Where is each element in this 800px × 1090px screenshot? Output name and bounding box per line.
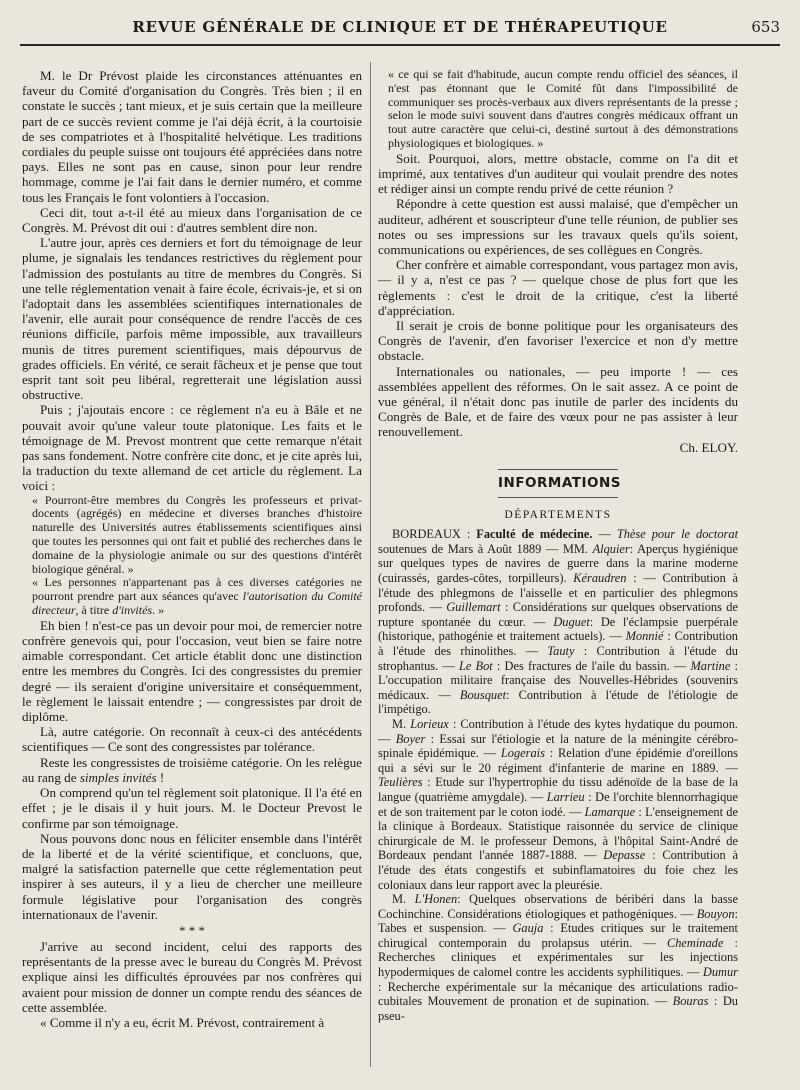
text: M. xyxy=(392,892,415,907)
text: : Etudes critiques sur le traitement chirugical contemporain du prolapsus utérin. — xyxy=(378,921,738,950)
column-divider xyxy=(370,62,371,1067)
text: : Tabes et suspension. — xyxy=(378,906,738,936)
author: Depasse xyxy=(603,848,646,863)
text: : De l'orchite blennorrhagique et de son traitement par le coton iodé. — xyxy=(378,789,738,819)
text: : Quelques observations de béribéri dans la basse Cochinchine. Considérations étiologiques et pathogéniques. — xyxy=(378,892,738,921)
faculty: Faculté de médecine. xyxy=(476,527,593,542)
paragraph: Cher confrère et aimable correspondant, vous partagez mon avis, — il y a, n'est ce pas ? — quelque chose de plus fort que les règlements : c'est le droit de la critique, c'est la liberté d'appréciation. xyxy=(378,257,738,318)
quoted-regulation xyxy=(22,494,362,618)
quote-paragraph: « ce qui se fait d'habitude, aucun compte rendu officiel des séances, il n'est pas étonnant que le Comité fût dans l'impossibilité de communiquer ses procès-verbaux aux divers représentants de la presse ; selon le mode suivi souvent dans d'autres congrès médicaux offrant un tout autre caractère que celui-ci, destiné surtout à des démonstrations physiologiques et biologiques. » xyxy=(388,67,738,150)
section-break-stars: * * * xyxy=(179,922,205,938)
place: BORDEAUX : xyxy=(392,527,477,542)
paragraph xyxy=(22,755,362,785)
author: L'Honen xyxy=(414,892,458,907)
paragraph: Puis ; j'ajoutais encore : ce règlement n'a eu à Bâle et ne pouvait avoir qu'une valeur toute platonique. Les faits et le témoignage de M. Prevost montrent que cette remarque n'était pas sans fondement. Notre confrère cite donc, et je cite après lui, la traduction du texte allemand de cet article du règlement. La voici : xyxy=(22,402,362,494)
paragraph: M. le Dr Prévost plaide les circonstances atténuantes en faveur du Comité d'organisation du Congrès. Très bien ; il en constate le succès ; tant mieux, et je suis certain que la meilleure part de ce succès revient comme je l'ai déjà écrit, à la courtoisie de ses compatriotes et à l'hospitalité helvétique. Les traditions cordiales du peuple suisse ont toujours été appréciées dans notre pays. Elles ne sont pas en cause, sinon pour leur rendre hommage, comme je l'ai fait dans le dernier numéro, et comme tous les Français le font volontiers à l'occasion. xyxy=(22,68,362,205)
paragraph: On comprend qu'un tel règlement soit platonique. Il l'a été en effet ; je le disais il y huit jours. M. le Docteur Prevost le confirme par son témoignage. xyxy=(22,785,362,831)
running-header xyxy=(20,14,780,46)
text: Reste les congressistes de troisième catégorie. On les relègue au rang de xyxy=(22,754,362,785)
author: Kéraudren xyxy=(573,571,627,586)
text: : Essai sur l'étiologie et la nature de la méningite cérébro-spinale épidémique. — xyxy=(378,731,738,761)
text: : Contribution à l'étude de l'étiologie de l'impétigo. xyxy=(378,687,738,717)
quote-paragraph xyxy=(22,576,362,617)
text: : Recherches cliniques et expérimentales sur les injections hypodermiques de calomel contre les accidents syphilitiques. — xyxy=(378,935,738,980)
left-column xyxy=(22,68,362,1030)
paragraph: Soit. Pourquoi, alors, mettre obstacle, comme on l'a dit et imprimé, aux tentatives d'un auditeur qui voulait prendre des notes et rédiger ainsi un compte rendu privé de cette réunion ? xyxy=(378,150,738,197)
author: Bouras xyxy=(672,994,709,1009)
paragraph: Il serait je crois de bonne politique pour les organisateurs des Congrès de l'avenir, d'en favoriser l'exercice et non d'y mettre obstacle. xyxy=(378,318,738,364)
text: : Aperçus hygiénique sur quelques types de navires de guerre dans la marine moderne (cuirassés, gardes-côtes, torpilleurs). xyxy=(378,541,738,586)
author: Monnié xyxy=(625,629,664,644)
section-title-informations: INFORMATIONS xyxy=(498,469,618,498)
paragraph: L'autre jour, après ces derniers et fort du témoignage de leur plume, je signalais les tendances restrictives du règlement pour l'admission des postulants au titre de membres du Congrès. Si une telle réglementation venait à faire école, écrivais-je, et si on l'adoptait dans les assemblées scientifiques internationales de l'avenir, elle aurait pour conséquence de rendre l'accès de ces réunions difficile, parfois même impossible, aux travailleurs munis de titres purement scientifiques, mais dépourvus de grades officiels. En vérité, ce serait fâcheux et je pense que tout esprit tant soit peu libéral, regretterait une législation aussi obstructive. xyxy=(22,235,362,403)
author-signature: Ch. ELOY. xyxy=(679,439,738,455)
text: : Du pseu- xyxy=(378,994,738,1023)
text: soutenues de Mars à Août 1889 — MM. xyxy=(378,541,593,556)
section-subtitle-departements: DÉPARTEMENTS xyxy=(504,509,612,522)
text: : Recherche expérimentale sur la mécanique des articulations radio-cubitales Mouvement de pronation et de supination. — xyxy=(378,979,738,1009)
page-number: 653 xyxy=(751,18,780,36)
quoted-prevost xyxy=(378,68,738,151)
author: Cheminade xyxy=(666,935,724,950)
text: : Contribution à l'étude des kytes hydatique du poumon. — xyxy=(378,716,739,746)
author: Guillemart xyxy=(446,600,501,615)
text: : Des fractures de l'aile du bassin. — xyxy=(492,658,691,673)
author: Alquier xyxy=(592,541,630,556)
quote-emphasis: d'invités xyxy=(112,603,153,618)
paragraph: Nous pouvons donc nous en féliciter ensemble dans l'intérêt de la liberté et de la vérité scientifique, et concluons, que, malgré la satisfaction paternelle que cette réglementation peut inspirer à ses auteurs, il y a lieu de chercher une meilleure formule législative pour l'organisation des congrès internationaux de l'avenir. xyxy=(22,830,362,922)
quote-text: . » xyxy=(152,603,165,618)
author: Lamarque xyxy=(584,804,636,819)
quote-emphasis: l'autorisation du Comité directeur xyxy=(32,589,362,618)
emphasis: simples invités xyxy=(79,769,157,785)
emphasis: Thèse pour le doctorat xyxy=(616,527,739,542)
text: ! xyxy=(156,769,165,785)
info-paragraph xyxy=(378,527,738,717)
journal-title: REVUE GÉNÉRALE DE CLINIQUE ET DE THÉRAPEUTIQUE xyxy=(132,18,668,36)
author: Martine xyxy=(690,658,731,673)
paragraph: Eh bien ! n'est-ce pas un devoir pour moi, de remercier notre confrère genevois qui, pour l'occasion, veut bien se faire notre aimable correspondant. Cet article établit donc une distinction entre les membres du Congrès. Ici des congressistes du premier degré — ils seraient d'origine universitaire et conséquemment, le règlement le laissait entendre ; — congressistes par droit de diplôme. xyxy=(22,617,362,725)
author: Teulières xyxy=(378,775,423,790)
informations-body xyxy=(378,527,738,1023)
info-paragraph xyxy=(378,717,738,892)
author: Lorieux xyxy=(410,716,449,731)
author: Tauty xyxy=(547,644,575,658)
text: M. xyxy=(392,716,411,731)
author: Larrieu xyxy=(546,789,585,804)
author: Bouyon xyxy=(696,906,735,921)
paragraph: Internationales ou nationales, — peu importe ! — ces assemblées appellent des réformes. On le sait assez. A ce point de vue général, il n'était donc pas inutile de parler des incidents du Congrès de Bale, et de faire des vœux pour ne pas assister à leur renouvellement. xyxy=(378,363,738,440)
author: Logerais xyxy=(500,746,545,761)
author: Boyer xyxy=(395,731,426,746)
paragraph: « Comme il n'y a eu, écrit M. Prévost, contrairement à xyxy=(40,1014,325,1030)
author: Le Bot xyxy=(458,658,493,673)
quote-text: , à titre xyxy=(75,603,113,618)
text: : Considérations sur quelques observations de rupture spontanée du cœur. — xyxy=(378,600,738,629)
text: : L'enseignement de la clinique à Bordeaux. Statistique raisonnée du service de clinique chirurgicale de M. le professeur Demons, à l'hôpital Saint-André de Bordeaux pendant l'année 1887-1888. — xyxy=(378,804,739,863)
author: Gauja xyxy=(512,921,544,936)
paragraph: Là, autre catégorie. On reconnaît à ceux-ci des antécédents scientifiques — Ce sont des congressistes par tolérance. xyxy=(22,724,362,755)
author: Dumur xyxy=(702,965,738,980)
text: : L'occupation militaire française des Nouvelles-Hébrides (souvenirs médicaux. — xyxy=(378,658,738,702)
quote-paragraph: « Pourront-être membres du Congrès les professeurs et privat-docents (agrégés) en médecine et diverses branches d'histoire naturelle des Universités autres établissements scientifiques ainsi que toutes les personnes qui ont fait et publié des recherches dans le domaine de la physiologie animale ou sur des questions d'intérêt biologique général. » xyxy=(32,492,362,576)
paragraph: Répondre à cette question est aussi malaisé, que d'empêcher un auditeur, adhérent et souscripteur d'une telle réunion, de publier ses notes ou ses impressions sur les travaux quels qu'ils soient, communications ou expériences, de ses collègues en Congrès. xyxy=(378,196,738,257)
text: : Relation d'une épidémie d'oreillons qui a sévi sur le 20 régiment d'infanterie de marine en 1889. — xyxy=(378,746,738,775)
text: : Contribution à l'étude du strophantus. — xyxy=(378,644,738,673)
paragraph: Ceci dit, tout a-t-il été au mieux dans l'organisation de ce Congrès. M. Prévost dit oui : d'autres semblent dire non. xyxy=(22,204,362,236)
quote-text: « Les personnes n'appartenant pas à ces diverses catégories ne pourront prendre part aux séances qu'avec xyxy=(32,575,362,604)
right-column xyxy=(378,68,738,1023)
author: Duguet xyxy=(553,614,590,629)
text: : — Contribution à l'étude des phlegmons de l'aisselle et en particulier des phlegmons profonds. — xyxy=(378,571,739,615)
paragraph: J'arrive au second incident, celui des rapports des représentants de la presse avec le bureau du Congrès M. Prévost explique ainsi les difficultés éprouvées par nos confrères qui avaient pour mission de donner un compte rendu des séances de cette assemblée. xyxy=(22,938,362,1015)
author: Bousquet xyxy=(459,687,507,702)
text: : Contribution à l'étude des rhinolithes. — xyxy=(378,629,738,658)
text: : Etude sur l'hypertrophie du tissu adénoïde de la base de la langue (quatrième amygdale). — xyxy=(378,775,738,804)
text: : De l'éclampsie puerpérale (historique, pathogénie et traitement actuels). — xyxy=(378,614,738,644)
text: : Contribution à l'étude des états congestifs et subinflamatoires du foie chez les coloniaux dans leur rapport avec la pleurésie. xyxy=(378,848,738,892)
text: — xyxy=(592,527,617,542)
info-paragraph xyxy=(378,892,738,1023)
